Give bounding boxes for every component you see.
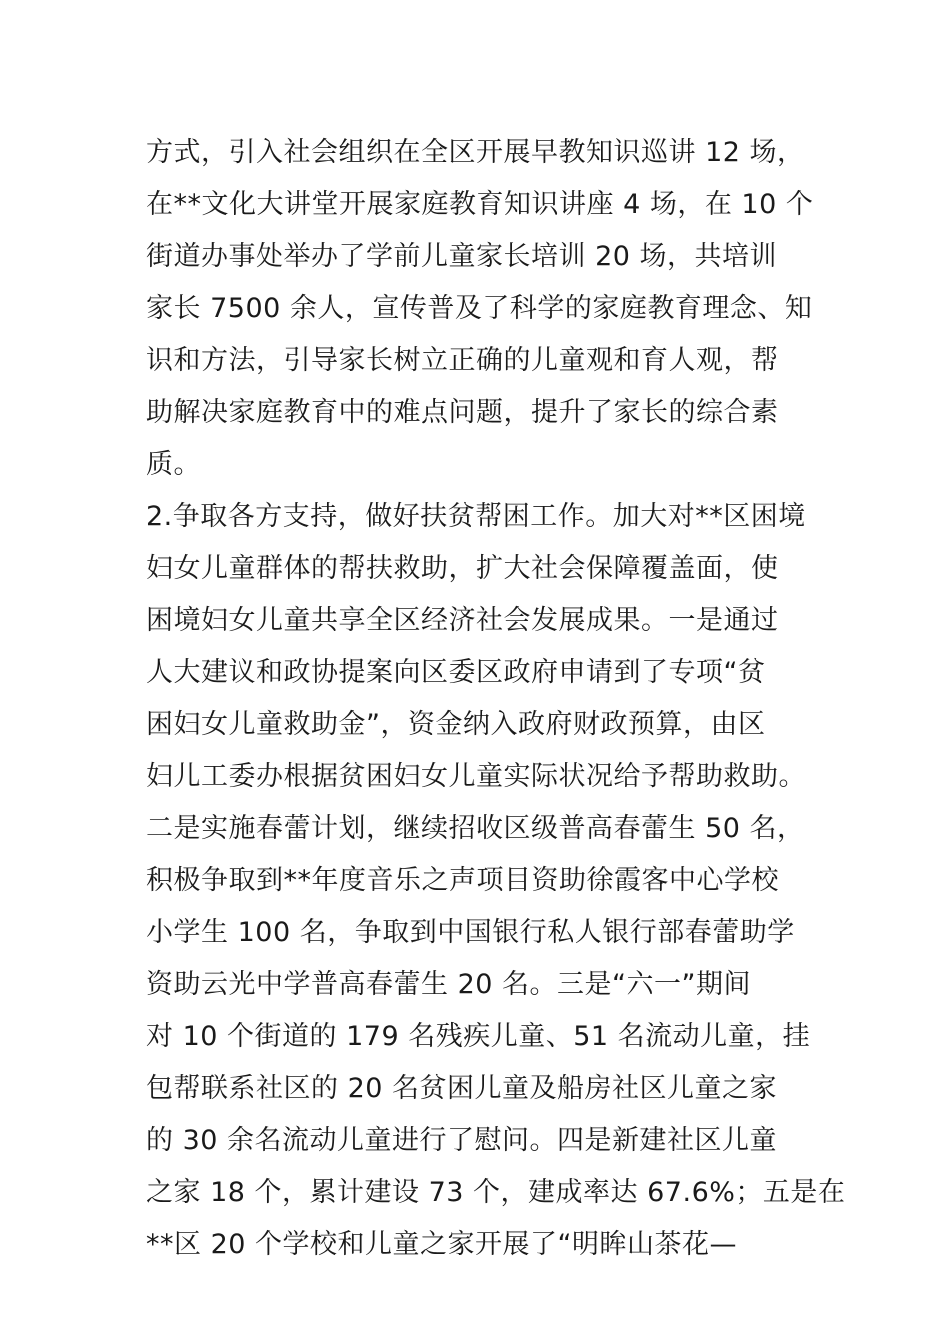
text-line: 的 30 余名流动儿童进行了慰问。四是新建社区儿童 — [146, 1125, 778, 1156]
text-line: 妇儿工委办根据贫困妇女儿童实际状况给予帮助救助。 — [146, 761, 806, 792]
text-line: **区 20 个学校和儿童之家开展了“明眸山茶花— — [146, 1229, 738, 1260]
text-line: 家长 7500 余人，宣传普及了科学的家庭教育理念、知 — [146, 293, 813, 324]
text-line: 助解决家庭教育中的难点问题，提升了家长的综合素 — [146, 397, 779, 428]
text-line: 方式，引入社会组织在全区开展早教知识巡讲 12 场， — [146, 137, 805, 168]
text-line: 小学生 100 名，争取到中国银行私人银行部春蕾助学 — [146, 917, 795, 948]
text-line: 妇女儿童群体的帮扶救助，扩大社会保障覆盖面，使 — [146, 553, 779, 584]
text-line: 质。 — [146, 449, 201, 480]
text-line: 对 10 个街道的 179 名残疾儿童、51 名流动儿童，挂 — [146, 1021, 811, 1052]
text-line: 资助云光中学普高春蕾生 20 名。三是“六一”期间 — [146, 969, 751, 1000]
text-line: 之家 18 个，累计建设 73 个，建成率达 67.6%；五是在 — [146, 1177, 846, 1208]
text-line: 人大建议和政协提案向区委区政府申请到了专项“贫 — [146, 657, 766, 688]
text-line: 积极争取到**年度音乐之声项目资助徐霞客中心学校 — [146, 865, 779, 896]
text-line: 2.争取各方支持，做好扶贫帮困工作。加大对**区困境 — [146, 501, 806, 532]
text-line: 困境妇女儿童共享全区经济社会发展成果。一是通过 — [146, 605, 779, 636]
text-line: 在**文化大讲堂开展家庭教育知识讲座 4 场，在 10 个 — [146, 189, 814, 220]
text-line: 包帮联系社区的 20 名贫困儿童及船房社区儿童之家 — [146, 1073, 778, 1104]
text-line: 街道办事处举办了学前儿童家长培训 20 场，共培训 — [146, 241, 778, 272]
text-line: 困妇女儿童救助金”，资金纳入政府财政预算，由区 — [146, 709, 766, 740]
document-body — [146, 127, 846, 1271]
text-line: 识和方法，引导家长树立正确的儿童观和育人观，帮 — [146, 345, 779, 376]
text-line: 二是实施春蕾计划，继续招收区级普高春蕾生 50 名， — [146, 813, 805, 844]
